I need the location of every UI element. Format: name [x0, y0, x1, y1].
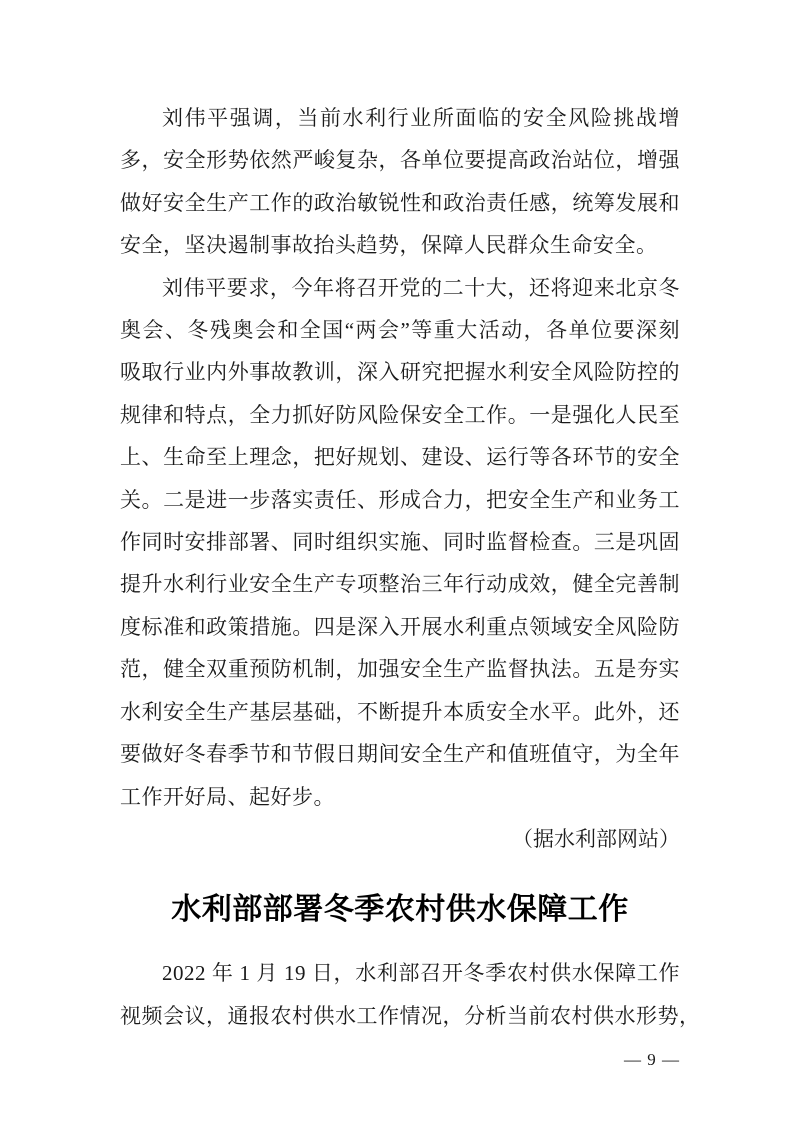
article-title: 水利部部署冬季农村供水保障工作 [171, 893, 629, 927]
page-number: — 9 — [624, 1050, 680, 1070]
paragraph [120, 97, 680, 267]
paragraph-line: 做好安全生产工作的政治敏锐性和政治责任感，统筹发展和 [120, 190, 680, 215]
paragraph-line: 吸取行业内外事故教训，深入研究把握水利安全风险防控的 [120, 360, 680, 385]
article-section-water-supply [120, 887, 701, 1037]
paragraph-line: 上、生命至上理念，把好规划、建设、运行等各环节的安全 [120, 445, 680, 470]
paragraph-line: 规律和特点，全力抓好防风险保安全工作。一是强化人民至 [120, 402, 680, 427]
paragraph [120, 267, 680, 818]
paragraph-line: 工作开好局、起好步。 [120, 784, 335, 809]
paragraph-line: 作同时安排部署、同时组织实施、同时监督检查。三是巩固 [120, 530, 680, 555]
paragraph-line: 安全，坚决遏制事故抬头趋势，保障人民群众生命安全。 [120, 233, 658, 258]
paragraph-line: 水利安全生产基层基础，不断提升本质安全水平。此外，还 [120, 699, 680, 724]
source-attribution: （据水利部网站） [512, 826, 680, 851]
paragraph-line: 刘伟平强调，当前水利行业所面临的安全风险挑战增 [162, 106, 680, 130]
paragraph-line: 奥会、冬残奥会和全国“两会”等重大活动，各单位要深刻 [120, 318, 680, 343]
paragraph [120, 952, 701, 1037]
paragraph-line: 刘伟平要求，今年将召开党的二十大，还将迎来北京冬 [162, 275, 680, 300]
paragraph-line: 关。二是进一步落实责任、形成合力，把安全生产和业务工 [120, 487, 680, 512]
paragraph-line: 要做好冬春季节和节假日期间安全生产和值班值守，为全年 [120, 742, 680, 767]
paragraph-line: 2022 年 1 月 19 日，水利部召开冬季农村供水保障工作 [162, 961, 680, 986]
paragraph-line: 范，健全双重预防机制，加强安全生产监督执法。五是夯实 [120, 657, 680, 682]
paragraph-line: 度标准和政策措施。四是深入开展水利重点领域安全风险防 [120, 614, 680, 639]
paragraph-line: 视频会议，通报农村供水工作情况，分析当前农村供水形势， [120, 1003, 701, 1028]
paragraph-line: 提升水利行业安全生产专项整治三年行动成效，健全完善制 [120, 572, 680, 597]
article-section-safety-work [120, 97, 680, 860]
paragraph-line: 多，安全形势依然严峻复杂，各单位要提高政治站位，增强 [120, 148, 680, 173]
